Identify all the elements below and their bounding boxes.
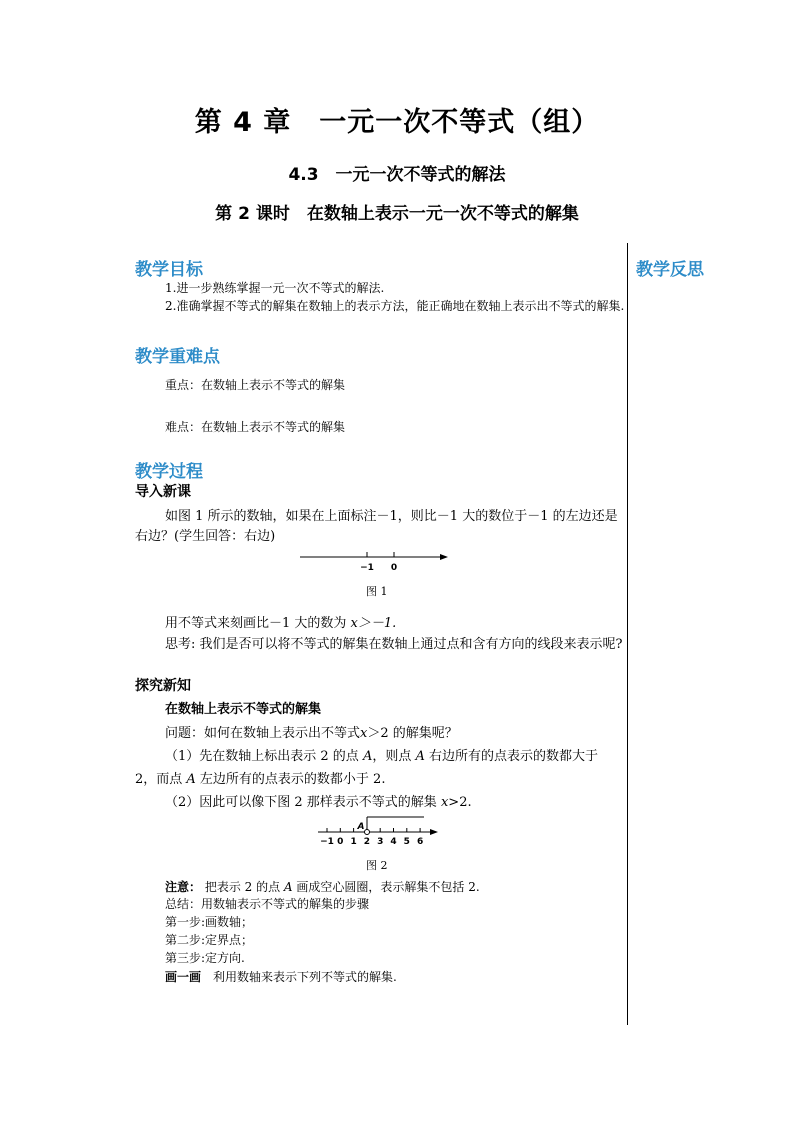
process-heading: 教学过程 [135,462,203,482]
point-a: A [362,749,373,764]
inequality-text-part: 用不等式来刻画比－1 大的数为 [165,616,351,631]
fig2-tick-label: −1 [320,837,334,847]
step-2-text [165,791,472,810]
inequality-expression: x＞－1. [350,616,397,631]
step-1-line-1 [165,745,598,764]
draw-text: 利用数轴来表示下列不等式的解集. [201,970,397,984]
draw-label: 画一画 [165,970,202,984]
point-a: A [186,772,196,787]
goals-heading: 教学目标 [135,260,203,280]
step-part: （1）先在数轴上标出表示 2 的点 [165,749,363,764]
variable-x: x [440,795,449,810]
variable-x: x [360,726,368,741]
goal-item-2: 2.准确掌握不等式的解集在数轴上的表示方法，能正确地在数轴上表示出不等式的解集. [165,299,625,313]
step-1-line-2 [135,768,385,787]
step-item: 第一步:画数轴； [165,915,254,929]
figure-2-caption: 图 2 [366,859,388,872]
figure-1-number-line [298,548,450,572]
step-part: >2. [448,795,472,810]
inequality-text [165,612,396,631]
fig2-tick-label: 6 [416,837,424,847]
note-label: 注意： [165,880,202,894]
fig2-point-label: A [357,822,365,832]
key-point: 重点：在数轴上表示不等式的解集 [165,378,346,392]
note-part: 把表示 2 的点 [201,880,284,894]
fig2-tick-label: 2 [363,837,371,847]
fig2-tick-label: 0 [337,837,344,847]
question-part: 问题：如何在数轴上表示出不等式 [165,726,361,741]
fig2-tick-label: 3 [377,837,384,847]
step-part: ，则点 [372,749,416,764]
point-a: A [283,880,293,894]
step-item: 第二步:定界点； [165,933,254,947]
figure-2-number-line [316,812,442,848]
fig2-tick-label: 1 [350,837,357,847]
fig1-tick-label: 0 [390,563,398,572]
chapter-title: 第 4 章 一元一次不等式（组） [194,107,600,138]
fig2-tick-label: 5 [403,837,410,847]
question-text [165,722,458,741]
fig1-tick-label: −1 [360,563,374,572]
open-circle-point [365,830,370,835]
explore-subheading: 在数轴上表示不等式的解集 [165,702,322,717]
step-part: （2）因此可以像下图 2 那样表示不等式的解集 [165,795,441,810]
note-part: 画成空心圆圈，表示解集不包括 2. [292,880,480,894]
summary-text: 总结：用数轴表示不等式的解集的步骤 [165,897,370,911]
step-item: 第三步:定方向. [165,951,245,965]
reflection-heading: 教学反思 [636,260,704,280]
think-text: 思考: 我们是否可以将不等式的解集在数轴上通过点和含有方向的线段来表示呢? [165,637,623,652]
lesson-title: 第 2 课时 在数轴上表示一元一次不等式的解集 [215,204,579,224]
keypoints-heading: 教学重难点 [135,347,220,367]
intro-heading: 导入新课 [135,484,191,500]
goal-item-1: 1.进一步熟练掌握一元一次不等式的解法. [165,281,385,295]
step-part: 2，而点 [135,772,187,787]
difficult-point: 难点：在数轴上表示不等式的解集 [165,420,346,434]
intro-text: 如图 1 所示的数轴，如果在上面标注－1，则比－1 大的数位于－1 的左边还是右边？(学生回答：右边) [135,509,618,544]
fig2-tick-label: 4 [390,837,397,847]
draw-exercise [165,968,397,985]
section-title: 4.3 一元一次不等式的解法 [288,165,506,185]
column-divider [627,243,628,1025]
figure-1-caption: 图 1 [366,585,388,598]
step-part: 右边所有的点表示的数都大于 [424,749,599,764]
explore-heading: 探究新知 [135,678,191,694]
question-part: ＞2 的解集呢？ [367,726,458,741]
point-a: A [415,749,425,764]
note-text [165,878,480,895]
step-part: 左边所有的点表示的数都小于 2. [195,772,386,787]
